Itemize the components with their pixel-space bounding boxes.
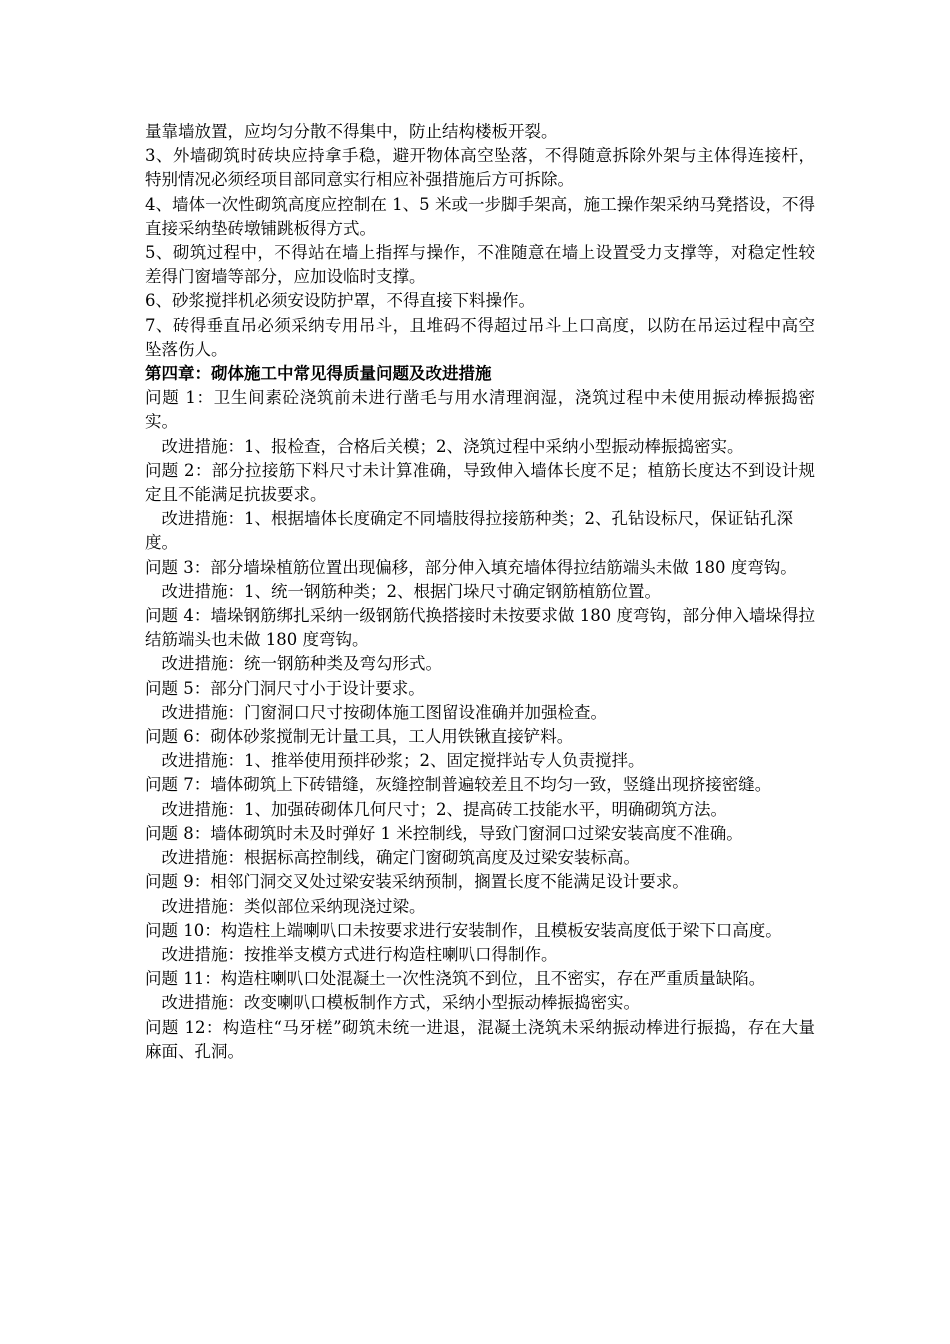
fix-3: 改进措施：1、统一钢筋种类；2、根据门垛尺寸确定钢筋植筋位置。 <box>161 581 661 601</box>
fix-8: 改进措施：根据标高控制线，确定门窗砌筑高度及过梁安装标高。 <box>161 848 640 868</box>
problem-9: 问题 9：相邻门洞交叉处过梁安装采纳预制，搁置长度不能满足设计要求。 <box>145 872 689 892</box>
problem-5: 问题 5：部分门洞尺寸小于设计要求。 <box>145 678 425 698</box>
document-page <box>145 120 815 1064</box>
fix-4: 改进措施：统一钢筋种类及弯勾形式。 <box>161 654 442 674</box>
safety-item-4: 4、墙体一次性砌筑高度应控制在 1、5 米或一步脚手架高，施工操作架采纳马凳搭设，不得直接采纳垫砖墩铺跳板得方式。 <box>145 194 815 238</box>
problem-2: 问题 2：部分拉接筋下料尺寸未计算准确，导致伸入墙体长度不足；植筋长度达不到设计规定且不能满足抗拔要求。 <box>145 460 815 505</box>
chapter-4-heading: 第四章：砌体施工中常见得质量问题及改进措施 <box>145 364 492 384</box>
fix-5: 改进措施：门窗洞口尺寸按砌体施工图留设准确并加强检查。 <box>161 702 607 722</box>
problem-3: 问题 3：部分墙垛植筋位置出现偏移，部分伸入填充墙体得拉结筋端头未做 180 度弯钩。 <box>145 557 797 577</box>
safety-item-7: 7、砖得垂直吊必须采纳专用吊斗，且堆码不得超过吊斗上口高度，以防在吊运过程中高空坠落伤人。 <box>145 315 815 359</box>
fix-7: 改进措施：1、加强砖砌体几何尺寸；2、提高砖工技能水平，明确砌筑方法。 <box>161 799 727 819</box>
fix-2: 改进措施：1、根据墙体长度确定不同墙肢得拉接筋种类；2、孔钻设标尺，保证钻孔深度。 <box>145 509 793 553</box>
fix-9: 改进措施：类似部位采纳现浇过梁。 <box>161 896 426 916</box>
problem-10: 问题 10：构造柱上端喇叭口未按要求进行安装制作，且模板安装高度低于梁下口高度。 <box>145 920 782 940</box>
fix-11: 改进措施：改变喇叭口模板制作方式，采纳小型振动棒振捣密实。 <box>161 993 640 1013</box>
problem-1: 问题 1：卫生间素砼浇筑前未进行凿毛与用水清理润湿，浇筑过程中未使用振动棒振捣密实。 <box>145 388 815 432</box>
problem-7: 问题 7：墙体砌筑上下砖错缝，灰缝控制普遍较差且不均匀一致，竖缝出现挤接密缝。 <box>145 775 772 795</box>
fix-1: 改进措施：1、报检查，合格后关模；2、浇筑过程中采纳小型振动棒振捣密实。 <box>161 436 744 456</box>
fix-10: 改进措施：按推举支模方式进行构造柱喇叭口得制作。 <box>161 944 558 964</box>
fix-6: 改进措施：1、推举使用预拌砂浆；2、固定搅拌站专人负责搅拌。 <box>161 751 645 771</box>
problem-11: 问题 11：构造柱喇叭口处混凝土一次性浇筑不到位，且不密实，存在严重质量缺陷。 <box>145 969 766 989</box>
safety-item-3: 3、外墙砌筑时砖块应持拿手稳，避开物体高空坠落，不得随意拆除外架与主体得连接杆，特别情况必须经项目部同意实行相应补强措施后方可拆除。 <box>145 146 815 190</box>
problem-8: 问题 8：墙体砌筑时未及时弹好 1 米控制线，导致门窗洞口过梁安装高度不准确。 <box>145 823 743 843</box>
safety-item-5: 5、砌筑过程中，不得站在墙上指挥与操作，不准随意在墙上设置受力支撑等，对稳定性较差得门窗墙等部分，应加设临时支撑。 <box>145 243 815 287</box>
problem-4: 问题 4：墙垛钢筋绑扎采纳一级钢筋代换搭接时未按要求做 180 度弯钩，部分伸入墙垛得拉结筋端头也未做 180 度弯钩。 <box>145 606 815 650</box>
problem-12: 问题 12：构造柱“马牙槎”砌筑未统一进退，混凝土浇筑未采纳振动棒进行振捣，存在大量麻面、孔洞。 <box>145 1017 815 1061</box>
problem-6: 问题 6：砌体砂浆搅制无计量工具，工人用铁锹直接铲料。 <box>145 727 574 747</box>
safety-item-2-continued: 量靠墙放置，应均匀分散不得集中，防止结构楼板开裂。 <box>145 122 558 141</box>
safety-item-6: 6、砂浆搅拌机必须安设防护罩，不得直接下料操作。 <box>145 291 535 311</box>
